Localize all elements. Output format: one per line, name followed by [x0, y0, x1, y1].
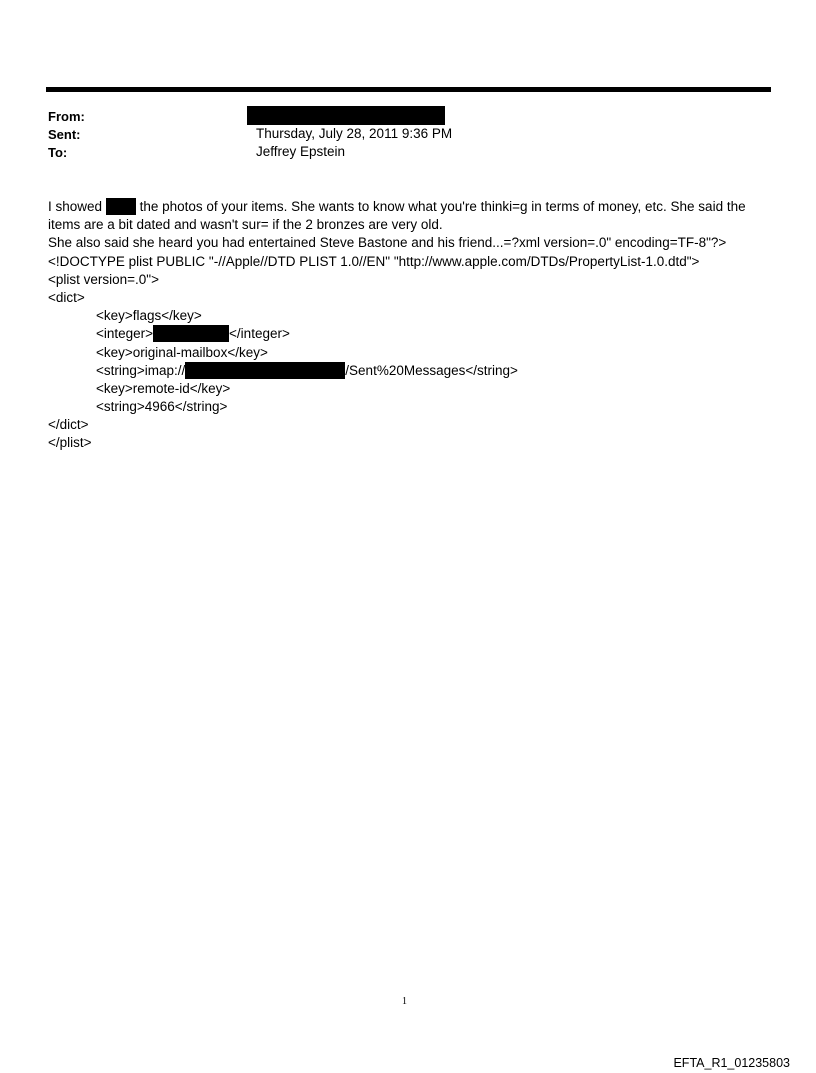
body-line: </plist>	[48, 435, 92, 451]
body-line	[48, 325, 768, 343]
to-value: Jeffrey Epstein	[256, 144, 346, 159]
header-rule	[46, 87, 771, 92]
body-line: She also said she heard you had entertained Steve Bastone and his friend...=?xml version=.0" encoding=TF-8"?>	[48, 235, 727, 251]
body-line: <key>flags</key>	[96, 308, 202, 324]
body-text-fragment: <string>imap://	[96, 362, 186, 378]
body-line: <key>remote-id</key>	[96, 380, 231, 396]
body-line: <string>4966</string>	[96, 399, 228, 415]
body-line: items are a bit dated and wasn't sur= if the 2 bronzes are very old.	[48, 217, 443, 233]
sent-label: Sent:	[48, 127, 81, 142]
page-number: 1	[402, 996, 407, 1007]
redacted-name	[106, 198, 136, 215]
to-label: To:	[48, 145, 68, 160]
body-text-fragment: /Sent%20Messages</string>	[345, 362, 518, 378]
body-line: </dict>	[48, 417, 89, 433]
redacted-mailbox	[185, 362, 345, 379]
body-line: <plist version=.0">	[48, 271, 159, 287]
email-body	[48, 198, 768, 453]
body-text-fragment: <integer>	[96, 326, 154, 342]
body-line: <key>original-mailbox</key>	[96, 344, 268, 360]
body-text-fragment: </integer>	[229, 326, 290, 342]
body-text-fragment: I showed	[48, 199, 103, 214]
body-line: <!DOCTYPE plist PUBLIC "-//Apple//DTD PLIST 1.0//EN" "http://www.apple.com/DTDs/PropertyList-1.0.dtd">	[48, 253, 700, 269]
sent-value: Thursday, July 28, 2011 9:36 PM	[256, 126, 453, 141]
body-line: <dict>	[48, 289, 85, 305]
from-label: From:	[48, 109, 85, 124]
body-text-fragment: the photos of your items. She wants to know what you're thinki=g in terms of money, etc. She said the	[139, 199, 746, 214]
document-id: EFTA_R1_01235803	[673, 1056, 790, 1070]
body-line	[48, 362, 768, 380]
body-line	[48, 198, 768, 216]
redacted-sender	[247, 106, 445, 125]
redacted-flags	[153, 325, 229, 342]
